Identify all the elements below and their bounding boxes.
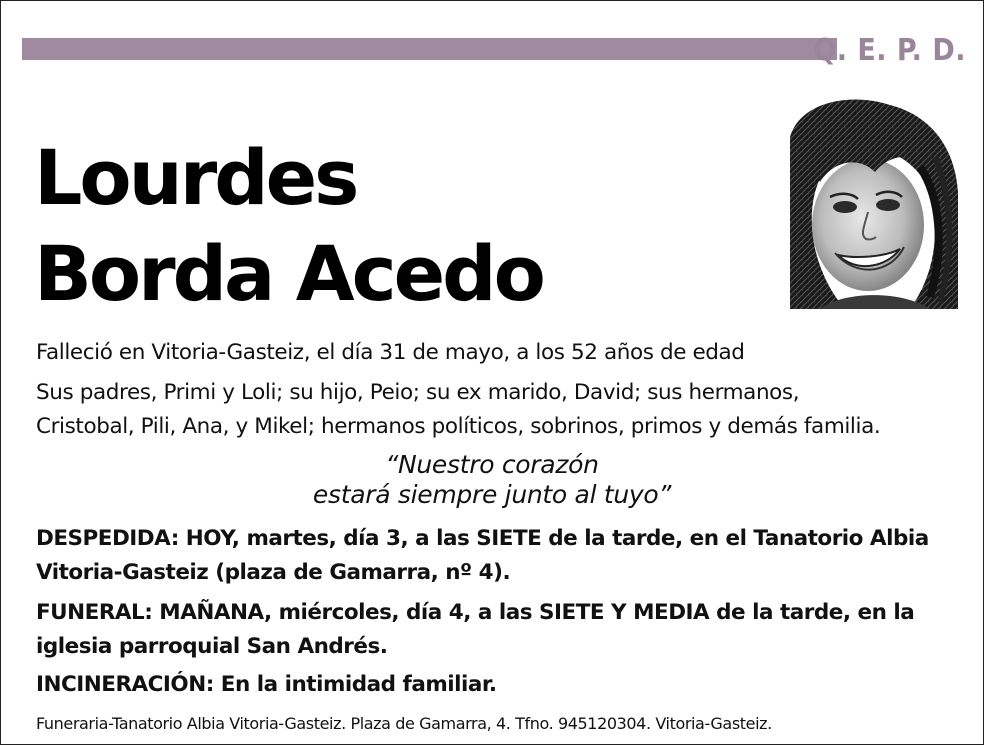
name-second-line: Borda Acedo [34, 229, 543, 318]
funeral-home-footer: Funeraria-Tanatorio Albia Vitoria-Gasteiz. Plaza de Gamarra, 4. Tfno. 945120304. Vitoria-Gasteiz. [36, 714, 772, 733]
death-notice: Falleció en Vitoria-Gasteiz, el día 31 de mayo, a los 52 años de edad [36, 340, 745, 365]
farewell-notice [36, 522, 929, 590]
farewell-line-1: DESPEDIDA: HOY, martes, día 3, a las SIETE de la tarde, en el Tanatorio Albia [36, 526, 929, 551]
funeral-line-1: FUNERAL: MAÑANA, miércoles, día 4, a las SIETE Y MEDIA de la tarde, en la [36, 600, 915, 625]
quote-line-1: “Nuestro corazón [385, 450, 599, 479]
cremation-notice: INCINERACIÓN: En la intimidad familiar. [36, 672, 497, 697]
farewell-line-2: Vitoria-Gasteiz (plaza de Gamarra, nº 4). [36, 560, 511, 585]
family-line-1: Sus padres, Primi y Loli; su hijo, Peio; su ex marido, David; sus hermanos, [36, 380, 800, 405]
portrait-image [790, 97, 958, 309]
quote-line-2: estará siempre junto al tuyo” [312, 480, 672, 509]
family-line-2: Cristobal, Pili, Ana, y Mikel; hermanos políticos, sobrinos, primos y demás familia. [36, 414, 881, 439]
portrait-photo [790, 97, 958, 309]
deceased-name [34, 130, 543, 322]
funeral-notice [36, 596, 914, 664]
memorial-quote [0, 450, 984, 510]
header-bar [22, 38, 837, 60]
qepd-label: Q. E. P. D. [813, 33, 966, 68]
name-first-line: Lourdes [34, 133, 357, 222]
funeral-line-2: iglesia parroquial San Andrés. [36, 634, 388, 659]
family-list [36, 376, 880, 444]
